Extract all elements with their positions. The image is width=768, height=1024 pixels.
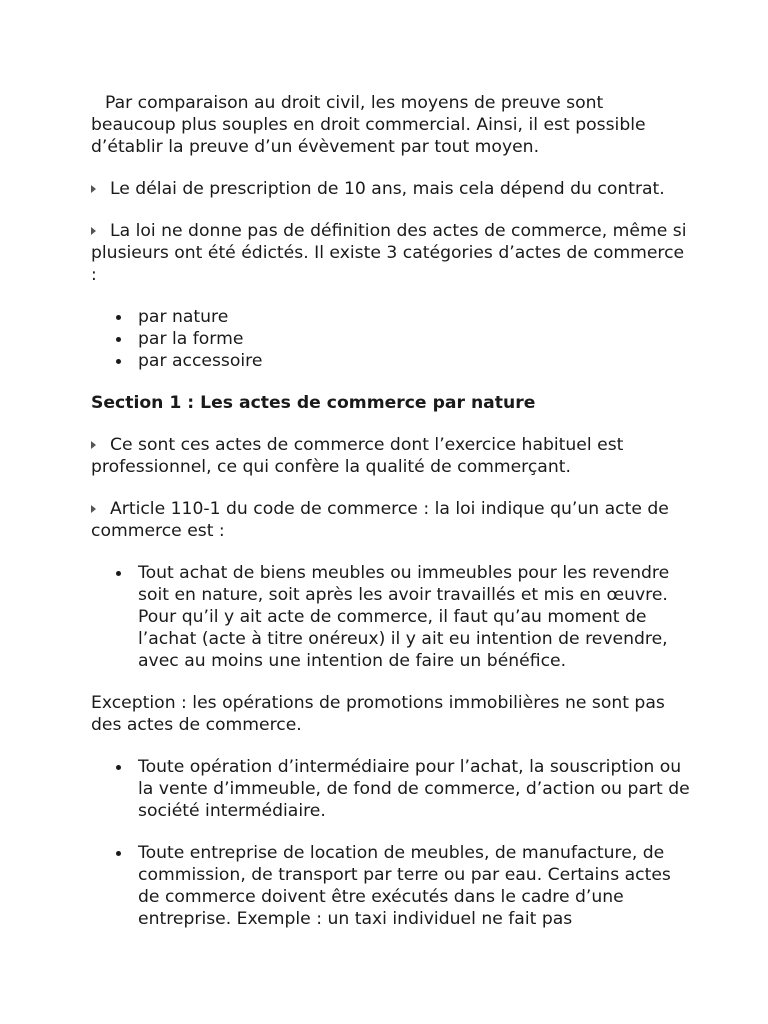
arrow-bullet-icon [91,441,96,449]
list-item [138,842,691,930]
list-item [138,350,691,372]
article-text: Article 110-1 du code de commerce : la loi indique qu’un acte de commerce est : [91,499,669,541]
delai-paragraph [91,178,691,200]
arrow-bullet-icon [91,505,96,513]
article-items-list [91,562,691,672]
list-item-text: Tout achat de biens meubles ou immeubles pour les revendre soit en nature, soit après les avoir travaillés et mis en œuvre. Pour qu’il y ait acte de commerce, il faut qu’au moment de l’achat (acte à titre onéreux) il y ait eu intention de revendre, avec au moins une intention de faire un bénéfice. [138,563,670,671]
list-item-text: par accessoire [138,351,263,371]
categories-list [91,306,691,372]
section-title: Section 1 : Les actes de commerce par nature [91,393,536,413]
bullet-icon [116,315,121,320]
bullet-icon [116,337,121,342]
list-item [138,306,691,328]
list-item-text: par la forme [138,329,244,349]
list-item [138,756,691,822]
exception-paragraph: Exception : les opérations de promotions immobilières ne sont pas des actes de commerce. [91,693,665,735]
list-item-text: Toute opération d’intermédiaire pour l’achat, la souscription ou la vente d’immeuble, de fond de commerce, d’action ou part de société intermédiaire. [138,757,690,821]
list-item [138,328,691,350]
bullet-icon [116,765,121,770]
list-item-text: Toute entreprise de location de meubles, de manufacture, de commission, de transport par terre ou par eau. Certains actes de commerce doivent être exécutés dans le cadre d’une entreprise. Exemple : un taxi individuel ne fait pas [138,843,671,929]
bullet-icon [116,851,121,856]
loi-text: La loi ne donne pas de définition des actes de commerce, même si plusieurs ont été édictés. Il existe 3 catégories d’actes de commerce : [91,221,687,285]
bullet-icon [116,359,121,364]
section1-intro-paragraph [91,434,691,478]
section1-intro-text: Ce sont ces actes de commerce dont l’exercice habituel est professionnel, ce qui confère la qualité de commerçant. [91,435,624,477]
article-paragraph [91,498,691,542]
operations-list [91,756,691,930]
arrow-bullet-icon [91,227,96,235]
loi-paragraph [91,220,691,286]
document-body [91,92,691,950]
bullet-icon [116,571,121,576]
list-item [138,562,691,672]
arrow-bullet-icon [91,185,96,193]
intro-paragraph: Par comparaison au droit civil, les moyens de preuve sont beaucoup plus souples en droit commercial. Ainsi, il est possible d’établir la preuve d’un évèvement par tout moyen. [91,93,646,157]
list-item-text: par nature [138,307,229,327]
delai-text: Le délai de prescription de 10 ans, mais cela dépend du contrat. [110,179,665,199]
